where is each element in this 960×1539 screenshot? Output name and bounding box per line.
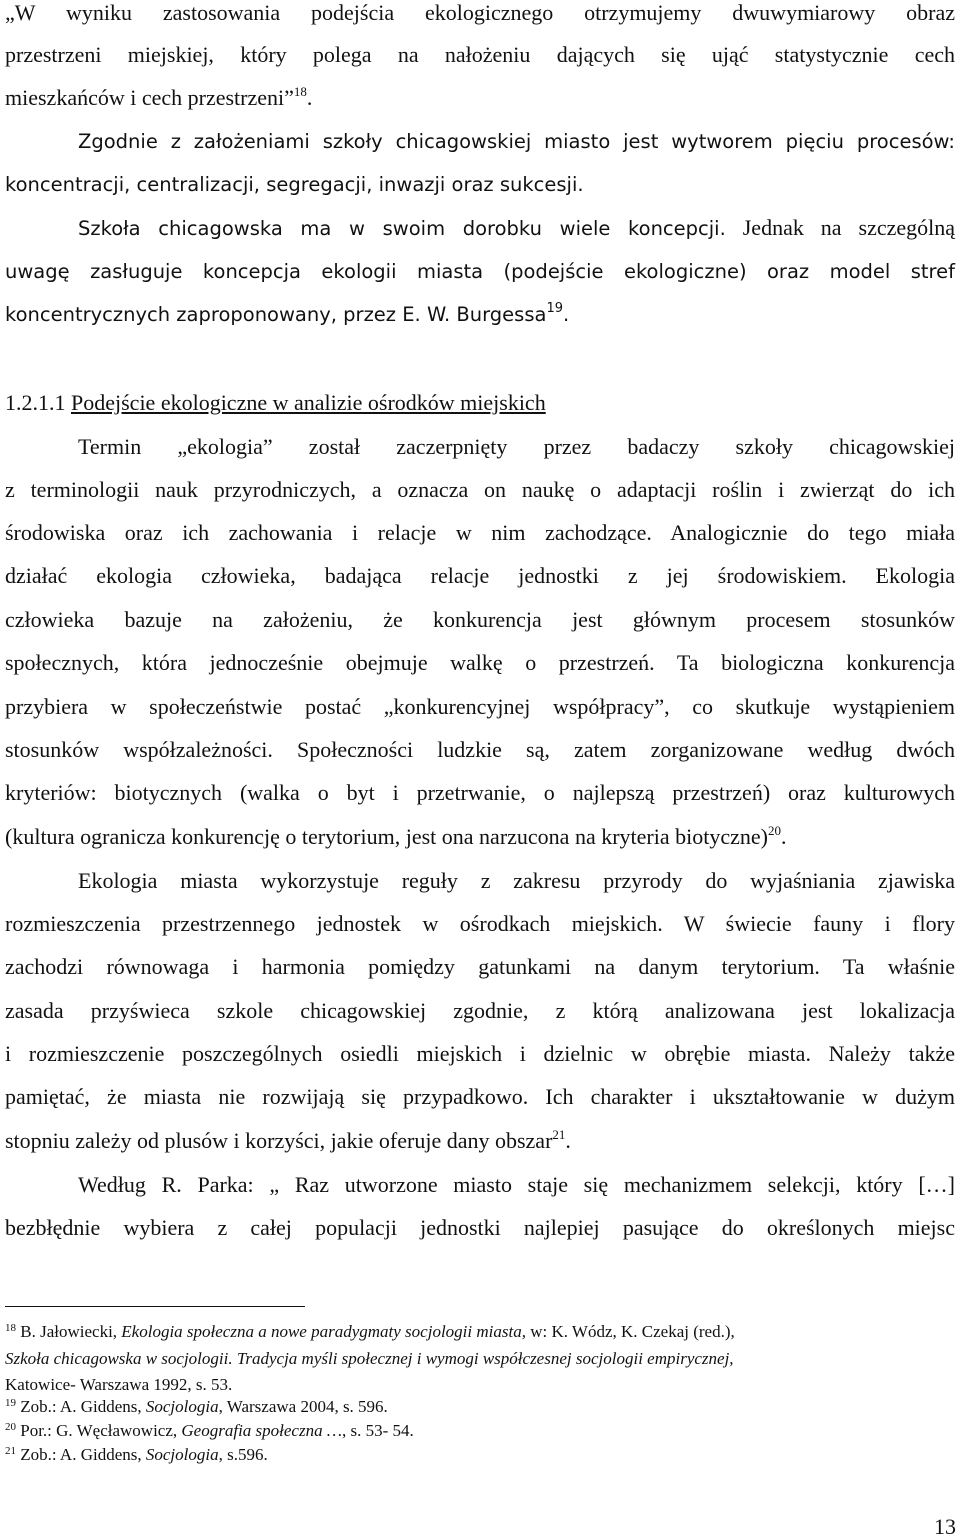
paragraph-3-line-2: uwagę zasługuje koncepcja ekologii miasta (podejście ekologiczne) oraz model stref (5, 260, 955, 283)
footnote-19-title: Socjologia (145, 1397, 219, 1416)
footnote-18-editors: w: K. Wódz, K. Czekaj (red.), (525, 1322, 735, 1341)
paragraph-5-line-3: zachodzi równowaga i harmonia pomiędzy gatunkami na danym terytorium. Ta właśnie (5, 954, 955, 979)
paragraph-5-line-7-text: stopniu zależy od plusów i korzyści, jakie oferuje dany obszar (5, 1128, 553, 1153)
footnote-18-line-1 (5, 1321, 955, 1342)
paragraph-5-line-1: Ekologia miasta wykorzystuje reguły z zakresu przyrody do wyjaśniania zjawiska (78, 868, 955, 893)
footnote-ref-21: 21 (552, 1127, 566, 1142)
paragraph-1-line-3-end: . (306, 85, 313, 110)
section-heading-number: 1.2.1.1 (5, 390, 66, 415)
footnote-21-title: Socjologia (145, 1445, 219, 1464)
paragraph-4-line-4: działać ekologia człowieka, badająca relacje jednostki z jej środowiskiem. Ekologia (5, 563, 955, 588)
paragraph-5-line-4: zasada przyświeca szkole chicagowskiej zgodnie, z którą analizowana jest lokalizacja (5, 998, 955, 1023)
paragraph-5-line-7 (5, 1128, 955, 1154)
paragraph-1-line-3-text: mieszkańców i cech przestrzeni” (5, 85, 294, 110)
paragraph-3-line-3-text: koncentrycznych zaproponowany, przez E. W. Burgessa (5, 303, 547, 326)
paragraph-1-line-3 (5, 85, 955, 111)
footnote-18-number: 18 (5, 1322, 16, 1334)
footnote-18-line-2 (5, 1348, 955, 1369)
section-heading (5, 390, 955, 416)
paragraph-5-line-2: rozmieszczenia przestrzennego jednostek w ośrodkach miejskich. W świecie fauny i flory (5, 911, 955, 936)
paragraph-4-line-9: kryteriów: biotycznych (walka o byt i przetrwanie, o najlepszą przestrzeń) oraz kulturowych (5, 780, 955, 805)
footnote-19-rest: , Warszawa 2004, s. 596. (218, 1397, 388, 1416)
footnote-18-author: B. Jałowiecki, (16, 1322, 122, 1341)
footnote-ref-20: 20 (767, 823, 781, 838)
footnote-18-book-title: Szkoła chicagowska w socjologii. Tradycja myśli społecznej i wymogi współczesnej socjologii empirycznej, (5, 1349, 734, 1368)
footnote-20-title: Geografia społeczna … (181, 1421, 342, 1440)
paragraph-3-line-3-end: . (563, 303, 570, 326)
footnote-18-title: Ekologia społeczna a nowe paradygmaty socjologii miasta, (121, 1322, 526, 1341)
footnote-20 (5, 1420, 955, 1441)
paragraph-4-line-3: środowiska oraz ich zachowania i relacje w nim zachodzące. Analogicznie do tego miała (5, 520, 955, 545)
section-heading-title: Podejście ekologiczne w analizie ośrodków miejskich (71, 390, 546, 415)
paragraph-3-line-1 (5, 215, 955, 242)
paragraph-3-line-1-sans: Szkoła chicagowska ma w swoim dorobku wiele koncepcji. (78, 217, 726, 240)
paragraph-4-line-8: stosunków współzależności. Społeczności ludzkie są, zatem zorganizowane według dwóch (5, 737, 955, 762)
footnote-18-line-3: Katowice- Warszawa 1992, s. 53. (5, 1375, 233, 1394)
paragraph-3-line-1-serif: Jednak na szczególną (725, 215, 956, 240)
footnote-21-number: 21 (5, 1445, 16, 1457)
footnote-separator (5, 1306, 305, 1307)
paragraph-4-line-10-end: . (780, 824, 787, 849)
footnote-20-rest: , s. 53- 54. (341, 1421, 414, 1440)
paragraph-5-line-7-end: . (565, 1128, 571, 1153)
paragraph-4-line-2: z terminologii nauk przyrodniczych, a oznacza on naukę o adaptacji roślin i zwierząt do ich (5, 477, 955, 502)
paragraph-4-line-7: przybiera w społeczeństwie postać „konkurencyjnej współpracy”, co skutkuje wystąpieniem (5, 694, 955, 719)
paragraph-4-line-10 (5, 824, 955, 850)
footnote-21 (5, 1444, 955, 1465)
paragraph-6-line-2: bezbłędnie wybiera z całej populacji jednostki najlepiej pasujące do określonych miejsc (5, 1215, 955, 1240)
paragraph-5-line-5: i rozmieszczenie poszczególnych osiedli miejskich i dzielnic w obrębie miasta. Należy także (5, 1041, 955, 1066)
footnote-19-number: 19 (5, 1397, 16, 1409)
paragraph-4-line-1: Termin „ekologia” został zaczerpnięty przez badaczy szkoły chicagowskiej (78, 434, 955, 459)
footnote-19-author: Zob.: A. Giddens, (16, 1397, 146, 1416)
paragraph-6-line-1: Według R. Parka: „ Raz utworzone miasto staje się mechanizmem selekcji, który […] (78, 1172, 955, 1197)
footnote-ref-18: 18 (293, 84, 307, 99)
paragraph-1-line-1: „W wyniku zastosowania podejścia ekologicznego otrzymujemy dwuwymiarowy obraz (5, 0, 955, 25)
paragraph-5-line-6: pamiętać, że miasta nie rozwijają się przypadkowo. Ich charakter i ukształtowanie w dużym (5, 1084, 955, 1109)
paragraph-4-line-5: człowieka bazuje na założeniu, że konkurencja jest głównym procesem stosunków (5, 607, 955, 632)
footnote-19 (5, 1396, 955, 1417)
footnote-21-author: Zob.: A. Giddens, (16, 1445, 146, 1464)
paragraph-4-line-10-text: (kultura ogranicza konkurencję o terytorium, jest ona narzucona na kryteria biotyczne) (5, 824, 768, 849)
page-number: 13 (934, 1514, 956, 1539)
footnote-21-rest: , s.596. (218, 1445, 268, 1464)
paragraph-3-line-3 (5, 302, 955, 328)
paragraph-4-line-6: społecznych, która jednocześnie obejmuje walkę o przestrzeń. Ta biologiczna konkurencja (5, 650, 955, 675)
footnote-ref-19: 19 (546, 301, 563, 316)
paragraph-2-line-2: koncentracji, centralizacji, segregacji, inwazji oraz sukcesji. (5, 173, 584, 196)
footnote-20-author: Por.: G. Węcławowicz, (16, 1421, 182, 1440)
footnote-20-number: 20 (5, 1421, 16, 1433)
paragraph-1-line-2: przestrzeni miejskiej, który polega na nałożeniu dających się ująć statystycznie cech (5, 42, 955, 67)
paragraph-2-line-1: Zgodnie z założeniami szkoły chicagowskiej miasto jest wytworem pięciu procesów: (78, 130, 955, 153)
